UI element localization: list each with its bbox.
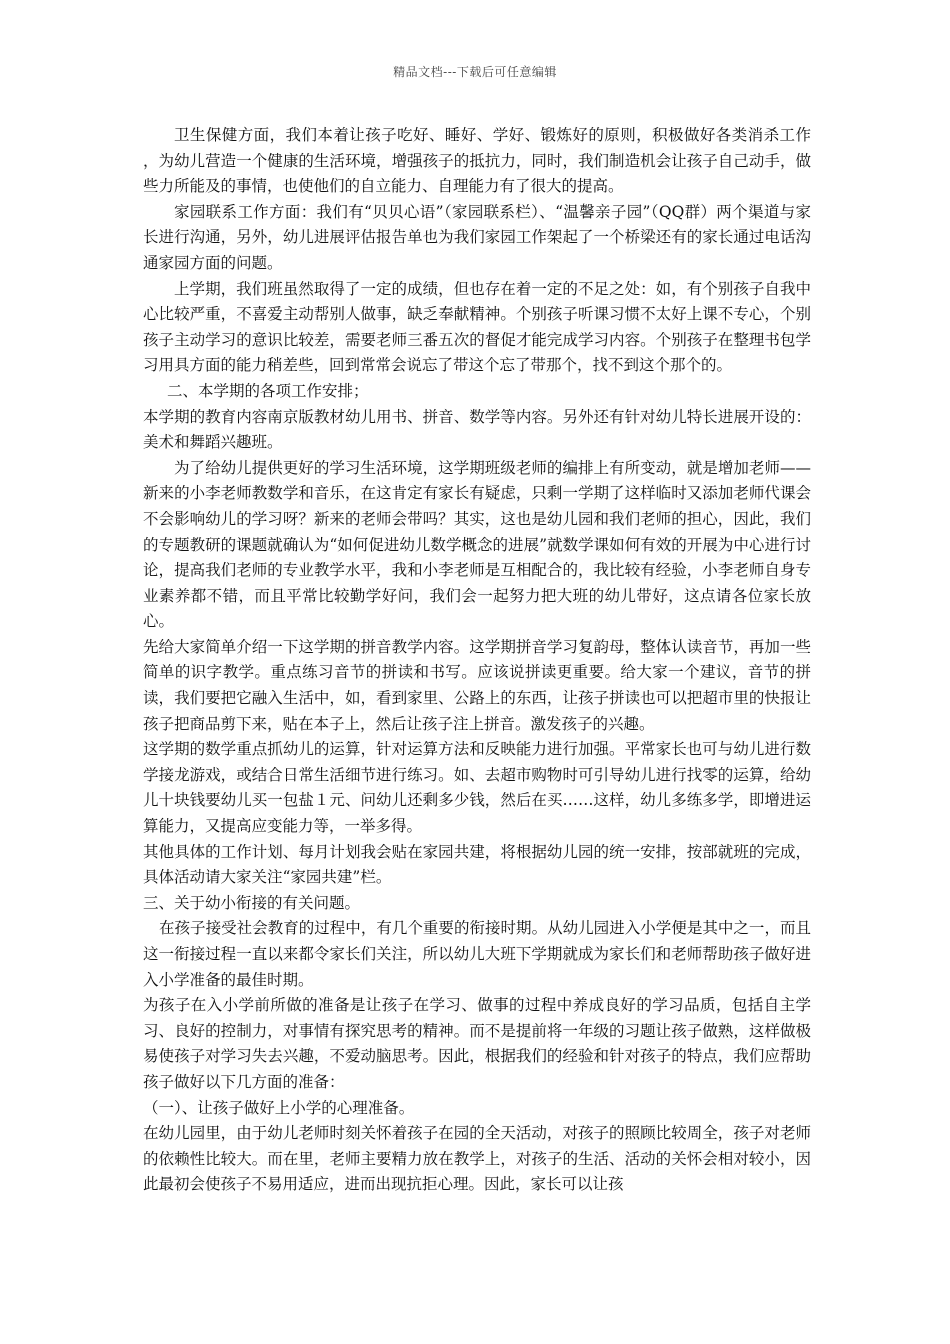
paragraph-math: 这学期的数学重点抓幼儿的运算，针对运算方法和反映能力进行加强。平常家长也可与幼儿进行数学接龙游戏，或结合日常生活细节进行练习。如、去超市购物时可引导幼儿进行找零的运算，给幼儿十块钱要幼儿买一包盐１元、问幼儿还剩多少钱，然后在买……这样，幼儿多练多学，即增进运算能力，又提高应变能力等，一举多得。	[143, 740, 811, 836]
paragraph-preparation: 为孩子在入小学前所做的准备是让孩子在学习、做事的过程中养成良好的学习品质，包括自主学习、良好的控制力，对事情有探究思考的精神。而不是提前将一年级的习题让孩子做熟，这样做极易使孩子对学习失去兴趣，不爱动脑思考。因此，根据我们的经验和针对孩子的特点，我们应帮助孩子做好以下几方面的准备：	[143, 996, 811, 1091]
paragraph-last-semester: 上学期，我们班虽然取得了一定的成绩，但也存在着一定的不足之处：如，有个别孩子自我中心比较严重，不喜爱主动帮别人做事，缺乏奉献精神。个别孩子听课习惯不太好上课不专心，个别孩子主动学习的意识比较差，需要老师三番五次的督促才能完成学习内容。个别孩子在整理书包学习用具方面的能力稍差些，回到常常会说忘了带这个忘了带那个，找不到这个那个的。	[143, 279, 811, 375]
paragraph-home-school: 家园联系工作方面：我们有“贝贝心语”（家园联系栏）、“温馨亲子园”（QQ群）两个渠道与家长进行沟通，另外，幼儿进展评估报告单也为我们家园工作架起了一个桥梁还有的家长通过电话沟通家园方面的问题。	[143, 202, 811, 272]
paragraph-content: 本学期的教育内容南京版教材幼儿用书、拼音、数学等内容。另外还有针对幼儿特长进展开设的：美术和舞蹈兴趣班。	[143, 407, 811, 452]
paragraph-health: 卫生保健方面，我们本着让孩子吃好、睡好、学好、锻炼好的原则，积极做好各类消杀工作 ，为幼儿营造一个健康的生活环境，增强孩子的抵抗力，同时，我们制造机会让孩子自己动手，做些力所能及的事情，也使他们的自立能力、自理能力有了很大的提高。	[143, 126, 811, 196]
page-header: 精品文档---下载后可任意编辑	[393, 65, 557, 79]
paragraph-kindergarten: 在幼儿园里，由于幼儿老师时刻关怀着孩子在园的全天活动，对孩子的照顾比较周全，孩子对老师的依赖性比较大。而在里，老师主要精力放在教学上，对孩子的生活、活动的关怀会相对较小，因此最初会使孩子不易用适应，进而出现抗拒心理。因此，家长可以让孩	[143, 1124, 811, 1194]
section-heading-two: 二、本学期的各项工作安排；	[167, 381, 369, 400]
section-heading-three: 三、关于幼小衔接的有关问题。	[143, 893, 361, 912]
paragraph-new-teacher: 为了给幼儿提供更好的学习生活环境，这学期班级老师的编排上有所变动，就是增加老师——新来的小李老师教数学和音乐，在这肯定有家长有疑虑，只剩一学期了这样临时又添加老师代课会不会影响幼儿的学习呀？新来的老师会带吗？其实，这也是幼儿园和我们老师的担心，因此，我们的专题教研的课题就确认为“如何促进幼儿数学概念的进展”就数学课如何有效的开展为中心进行讨论，提高我们老师的专业教学水平，我和小李老师是互相配合的，我比较有经验，小李老师自身专业素养都不错，而且平常比较勤学好问，我们会一起努力把大班的幼儿带好，这点请各位家长放心。	[143, 458, 811, 631]
subsection-heading-one: （一）、让孩子做好上小学的心理准备。	[143, 1098, 415, 1117]
paragraph-transition: 在孩子接受社会教育的过程中，有几个重要的衔接时期。从幼儿园进入小学便是其中之一，而且这一衔接过程一直以来都令家长们关注，所以幼儿大班下学期就成为家长们和老师帮助孩子做好进入小学准备的最佳时期。	[143, 919, 811, 989]
paragraph-other-plans: 其他具体的工作计划、每月计划我会贴在家园共建，将根据幼儿园的统一安排，按部就班的完成，具体活动请大家关注“家园共建”栏。	[143, 842, 811, 887]
document-body	[143, 123, 811, 1198]
paragraph-pinyin: 先给大家简单介绍一下这学期的拼音教学内容。这学期拼音学习复韵母，整体认读音节，再加一些简单的识字教学。重点练习音节的拼读和书写。应该说拼读更重要。给大家一个建议，音节的拼读，我们要把它融入生活中，如，看到家里、公路上的东西，让孩子拼读也可以把超市里的快报让孩子把商品剪下来，贴在本子上，然后让孩子注上拼音。激发孩子的兴趣。	[143, 637, 811, 733]
